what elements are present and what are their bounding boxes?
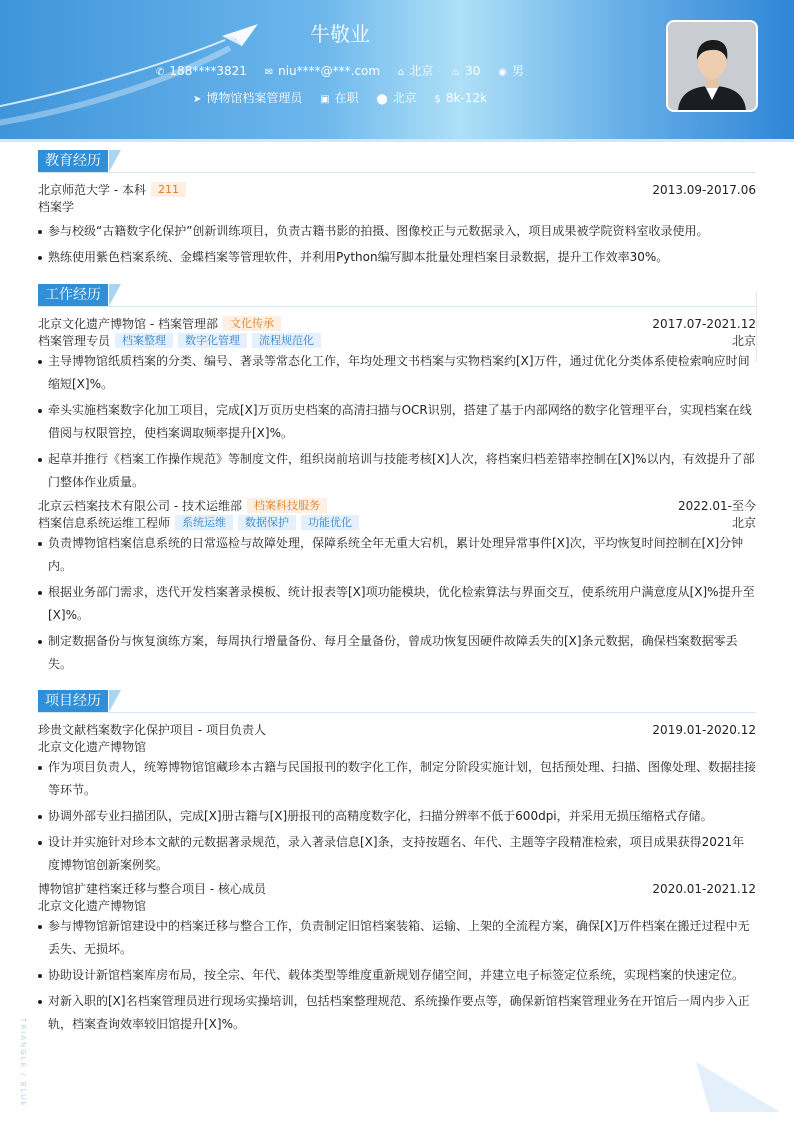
- project-name: 博物馆扩建档案迁移与整合项目 - 核心成员: [38, 882, 266, 896]
- job-bullets: [38, 350, 756, 494]
- email-icon: ✉: [264, 67, 274, 78]
- school-tag: 211: [151, 182, 186, 197]
- job-bullets: [38, 532, 756, 676]
- work-title: 工作经历: [38, 284, 108, 306]
- avatar-portrait: [668, 22, 756, 110]
- project-name: 珍贵文献档案数字化保护项目 - 项目负责人: [38, 723, 266, 737]
- target-position-text: 博物馆档案管理员: [206, 91, 303, 105]
- email-item: [265, 64, 380, 78]
- skill-tag: 数字化管理: [178, 333, 247, 348]
- avatar-photo: [666, 20, 758, 112]
- list-item: 协调外部专业扫描团队，完成[X]册古籍与[X]册报刊的高精度数字化，扫描分辨率不低于600dpi，并采用无损压缩格式存储。: [38, 805, 756, 828]
- company-name: 北京文化遗产博物馆 - 档案管理部: [38, 317, 218, 331]
- school-name: 北京师范大学 - 本科: [38, 183, 146, 197]
- education-section: [38, 150, 756, 272]
- header-banner: [0, 0, 794, 142]
- phone-text: 188****3821: [169, 64, 247, 78]
- job-location: 北京: [731, 516, 756, 530]
- status-icon: ▣: [320, 94, 330, 105]
- major: 档案学: [38, 200, 75, 214]
- project-bullets: [38, 756, 756, 877]
- job-role-row: [38, 333, 756, 350]
- corner-triangle-decor: [696, 1062, 786, 1112]
- contact-row: [0, 62, 680, 79]
- target-city-text: 北京: [392, 91, 417, 105]
- job-entry-head: [38, 315, 756, 333]
- project-entry-head: [38, 721, 756, 739]
- salary-item: [435, 91, 488, 105]
- job-intent-row: [0, 89, 680, 106]
- skill-tag: 档案整理: [115, 333, 173, 348]
- salary-icon: $: [434, 94, 441, 105]
- education-title-bar: [38, 150, 756, 173]
- company-name: 北京云档案技术有限公司 - 技术运维部: [38, 499, 242, 513]
- skill-tag: 数据保护: [238, 515, 296, 530]
- divider: [756, 292, 757, 362]
- list-item: 对新入职的[X]名档案管理员进行现场实操培训，包括档案整理规范、系统操作要点等，确保新馆档案管理业务在开馆后一周内步入正轨，档案查询效率较旧馆提升[X]%。: [38, 990, 756, 1036]
- cake-icon: ♨: [451, 67, 461, 78]
- project-org: 北京文化遗产博物馆: [38, 740, 147, 754]
- salary-text: 8k-12k: [445, 91, 488, 105]
- work-title-bar: [38, 284, 756, 307]
- candidate-name: 牛敬业: [310, 22, 370, 46]
- job-role: 档案信息系统运维工程师: [38, 516, 171, 530]
- title-triangle-decor: [109, 690, 121, 712]
- list-item: 作为项目负责人，统筹博物馆馆藏珍本古籍与民国报刊的数字化工作，制定分阶段实施计划，包括预处理、扫描、图像处理、数据挂接等环节。: [38, 756, 756, 802]
- company-tag: 文化传承: [223, 316, 281, 331]
- skill-tag: 系统运维: [175, 515, 233, 530]
- gender-item: [498, 62, 524, 79]
- status-text: 在职: [334, 91, 359, 105]
- education-date: 2013.09-2017.06: [652, 183, 756, 197]
- job-role: 档案管理专员: [38, 334, 111, 348]
- list-item: 负责博物馆档案信息系统的日常巡检与故障处理，保障系统全年无重大宕机，累计处理异常事件[X]次，平均恢复时间控制在[X]分钟内。: [38, 532, 756, 578]
- project-section: [38, 690, 756, 1039]
- phone-icon: ✆: [156, 67, 165, 78]
- project-title-bar: [38, 690, 756, 713]
- send-icon: ➤: [192, 94, 202, 105]
- job-location: 北京: [731, 334, 756, 348]
- company-tag: 档案科技服务: [247, 498, 327, 513]
- project-bullets: [38, 915, 756, 1036]
- title-triangle-decor: [109, 284, 121, 306]
- list-item: 起草并推行《档案工作操作规范》等制度文件，组织岗前培训与技能考核[X]人次，将档案归档差错率控制在[X]%以内，有效提升了部门整体作业质量。: [38, 448, 756, 494]
- project-date: 2019.01-2020.12: [652, 723, 756, 737]
- education-entry-head: [38, 181, 756, 199]
- title-triangle-decor: [109, 150, 121, 172]
- status-item: [320, 89, 358, 106]
- project-title: 项目经历: [38, 690, 108, 712]
- hometown-item: [398, 62, 433, 79]
- skill-tag: 功能优化: [301, 515, 359, 530]
- project-date: 2020.01-2021.12: [652, 882, 756, 896]
- home-icon: ⌂: [397, 67, 405, 78]
- hometown-text: 北京: [409, 64, 434, 78]
- vertical-decor-text: TRIANGLE / BLUE: [19, 1018, 27, 1108]
- project-org: 北京文化遗产博物馆: [38, 899, 147, 913]
- job-entry-head: [38, 497, 756, 515]
- age-item: [451, 64, 480, 78]
- list-item: 主导博物馆纸质档案的分类、编号、著录等常态化工作，年均处理文书档案与实物档案约[X]万件，通过优化分类体系使检索响应时间缩短[X]%。: [38, 350, 756, 396]
- list-item: 根据业务部门需求，迭代开发档案著录模板、统计报表等[X]项功能模块，优化检索算法与界面交互，使系统用户满意度从[X]%提升至[X]%。: [38, 581, 756, 627]
- job-date: 2022.01-至今: [678, 499, 756, 513]
- location-icon: ⬤: [376, 94, 388, 105]
- project-entry-head: [38, 880, 756, 898]
- list-item: 参与博物馆新馆建设中的档案迁移与整合工作，负责制定旧馆档案装箱、运输、上架的全流程方案，确保[X]万件档案在搬迁过程中无丢失、无损坏。: [38, 915, 756, 961]
- job-date: 2017.07-2021.12: [652, 317, 756, 331]
- gender-text: 男: [511, 64, 524, 78]
- list-item: 参与校级“古籍数字化保护”创新训练项目，负责古籍书影的拍摄、图像校正与元数据录入，项目成果被学院资料室收录使用。: [38, 220, 756, 243]
- list-item: 设计并实施针对珍本文献的元数据著录规范，录入著录信息[X]条，支持按题名、年代、主题等字段精准检索，项目成果获得2021年度博物馆创新案例奖。: [38, 831, 756, 877]
- work-section: [38, 284, 756, 679]
- phone-item: [156, 64, 247, 78]
- gender-icon: ◉: [498, 67, 507, 78]
- list-item: 熟练使用紫色档案系统、金蝶档案等管理软件，并利用Python编写脚本批量处理档案目录数据，提升工作效率30%。: [38, 246, 756, 269]
- list-item: 制定数据备份与恢复演练方案，每周执行增量备份、每月全量备份，曾成功恢复因硬件故障丢失的[X]条元数据，确保档案数据零丢失。: [38, 630, 756, 676]
- list-item: 协助设计新馆档案库房布局，按全宗、年代、载体类型等维度重新规划存储空间，并建立电子标签定位系统，实现档案的快速定位。: [38, 964, 756, 987]
- education-bullets: [38, 220, 756, 269]
- age-text: 30: [465, 64, 481, 78]
- skill-tag: 流程规范化: [252, 333, 321, 348]
- email-text: niu****@***.com: [278, 64, 381, 78]
- job-role-row: [38, 515, 756, 532]
- target-position-item: [193, 89, 302, 106]
- target-city-item: [376, 89, 416, 106]
- list-item: 牵头实施档案数字化加工项目，完成[X]万页历史档案的高清扫描与OCR识别，搭建了基于内部网络的数字化管理平台，实现档案在线借阅与权限管控，使档案调取频率提升[X]%。: [38, 399, 756, 445]
- education-title: 教育经历: [38, 150, 108, 172]
